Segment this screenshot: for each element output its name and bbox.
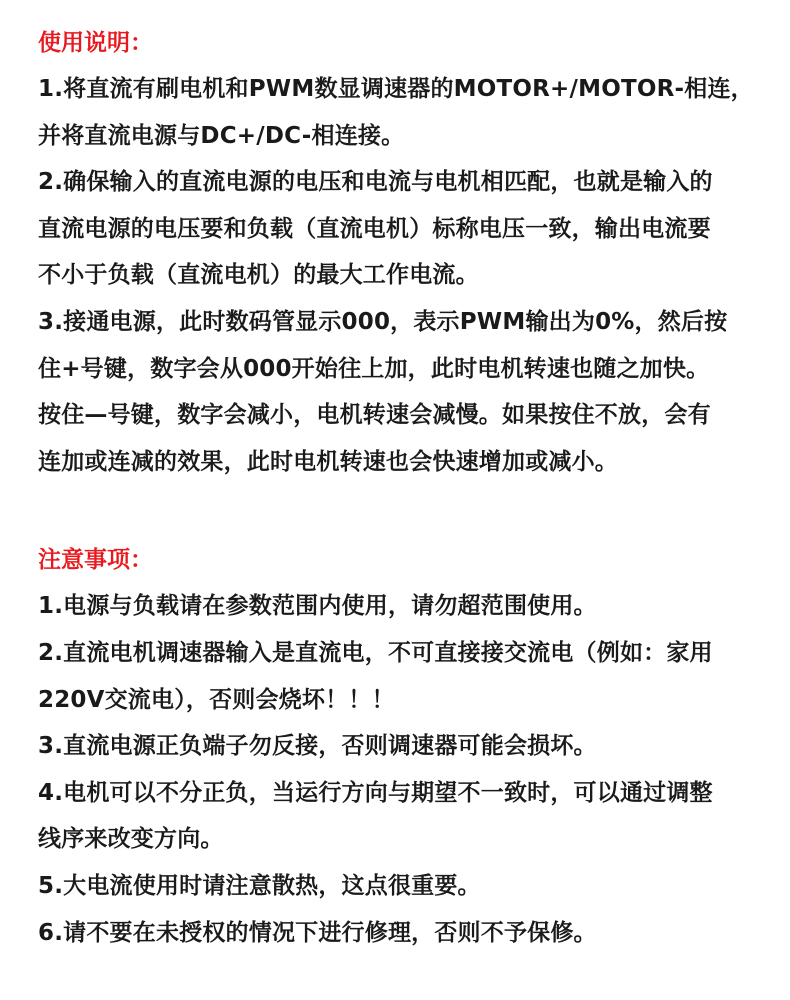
usage-line: 2.确保输入的直流电源的电压和电流与电机相匹配，也就是输入的 [38,169,713,196]
notes-line: 线序来改变方向。 [38,826,224,853]
usage-heading: 使用说明： [38,30,153,56]
usage-line: 不小于负载（直流电机）的最大工作电流。 [38,262,479,289]
notes-heading: 注意事项： [38,547,153,574]
notes-line: 5.大电流使用时请注意散热，这点很重要。 [38,872,481,899]
notes-line: 220V交流电），否则会烧坏！！！ [38,686,395,713]
notes-section [38,583,768,956]
usage-line: 按住—号键，数字会减小，电机转速会减慢。如果按住不放，会有 [38,402,711,429]
notes-line: 6.请不要在未授权的情况下进行修理，否则不予保修。 [38,919,597,946]
usage-line: 住+号键，数字会从000开始往上加，此时电机转速也随之加快。 [38,355,710,382]
usage-line: 连加或连减的效果，此时电机转速也会快速增加或减小。 [38,448,618,475]
notes-line: 4.电机可以不分正负，当运行方向与期望不一致时，可以通过调整 [38,779,713,806]
usage-line: 并将直流电源与DC+/DC-相连接。 [38,122,405,149]
usage-section [38,66,768,485]
usage-line: 1.将直流有刷电机和PWM数显调速器的MOTOR+/MOTOR-相连， [38,76,754,102]
notes-line: 2.直流电机调速器输入是直流电，不可直接接交流电（例如：家用 [38,639,713,666]
notes-line: 3.直流电源正负端子勿反接，否则调速器可能会损坏。 [38,733,597,760]
notes-line: 1.电源与负载请在参数范围内使用，请勿超范围使用。 [38,593,597,620]
usage-line: 直流电源的电压要和负载（直流电机）标称电压一致，输出电流要 [38,215,711,242]
usage-line: 3.接通电源，此时数码管显示000，表示PWM输出为0%，然后按 [38,308,728,335]
instruction-document [38,20,768,956]
section-spacer [38,485,768,537]
